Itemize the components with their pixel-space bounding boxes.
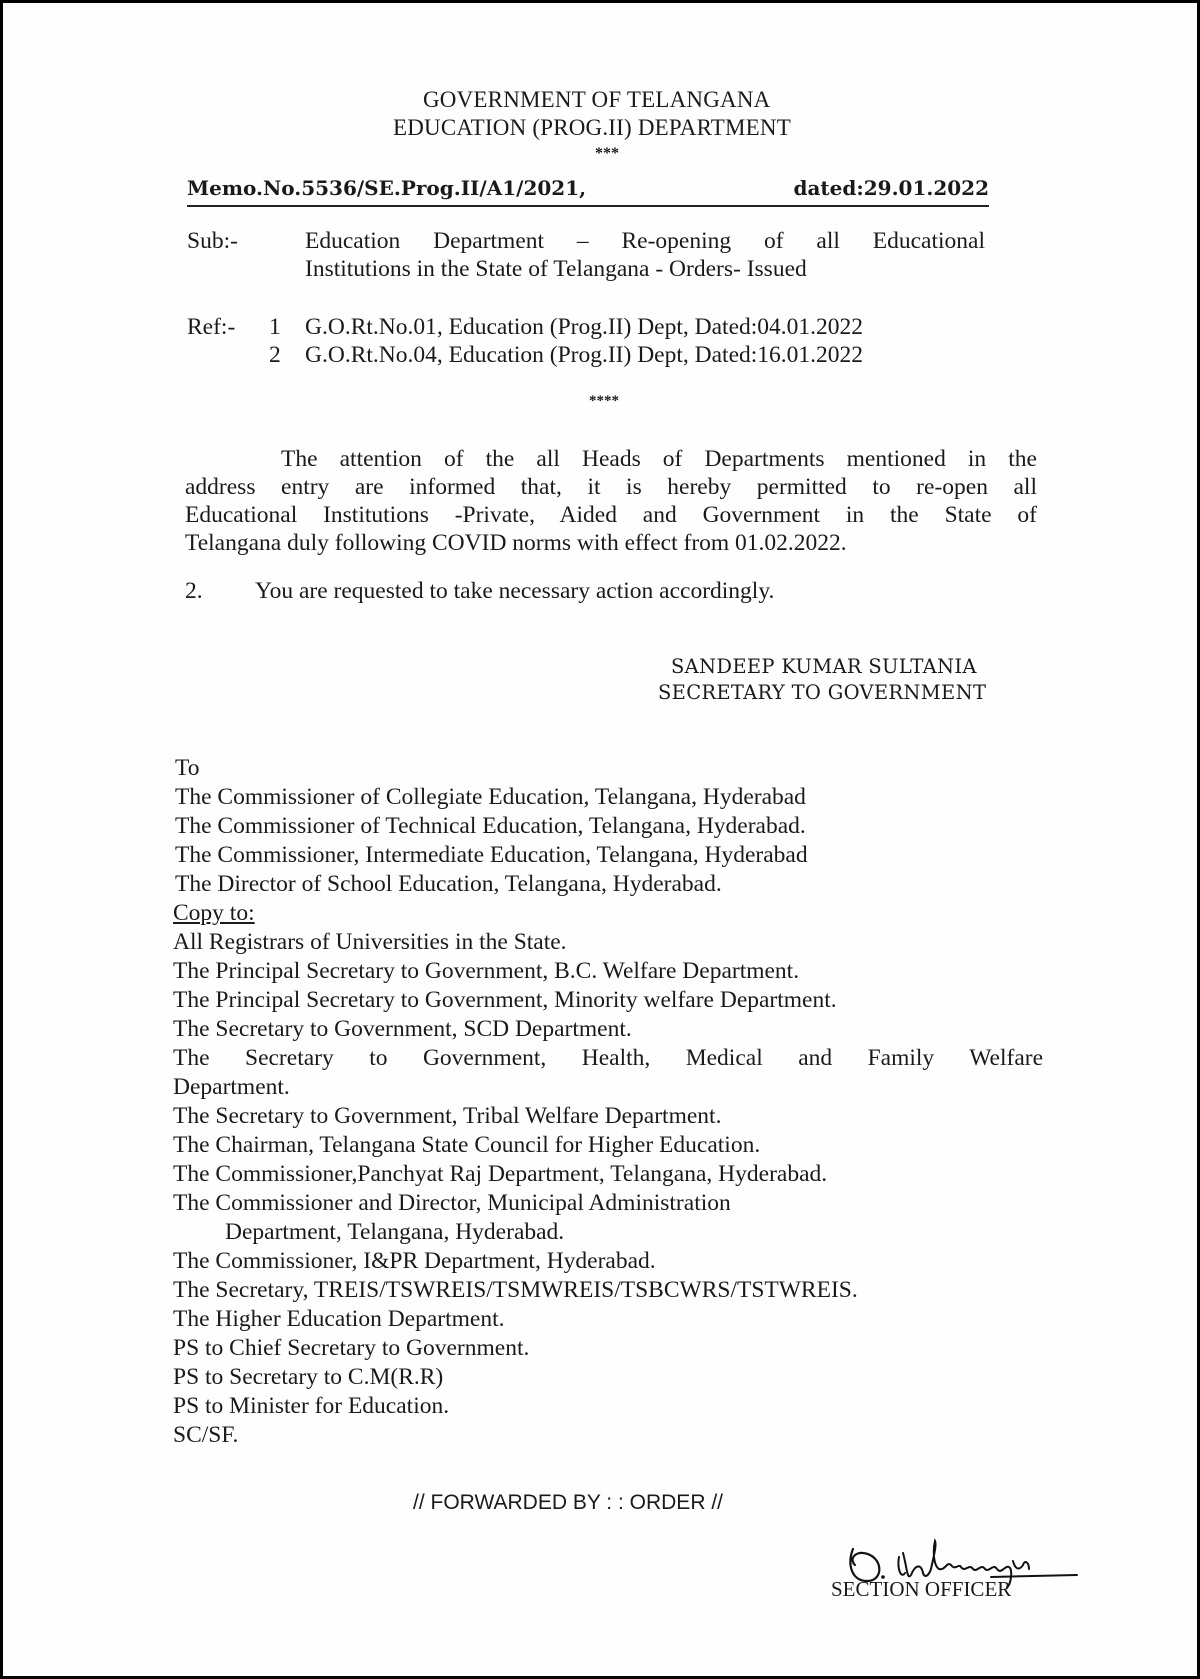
to-recipient: The Director of School Education, Telangana, Hyderabad.	[175, 871, 722, 897]
header-government: GOVERNMENT OF TELANGANA	[423, 87, 771, 112]
copy-to-item: The Secretary, TREIS/TSWREIS/TSMWREIS/TSBCWRS/TSTWREIS.	[173, 1277, 858, 1303]
body-para2-text: You are requested to take necessary action accordingly.	[255, 578, 775, 604]
body-para1-line-4: Telangana duly following COVID norms with effect from 01.02.2022.	[185, 530, 847, 556]
to-label: To	[175, 755, 200, 781]
memo-line	[187, 173, 989, 207]
copy-to-item: PS to Secretary to C.M(R.R)	[173, 1364, 444, 1390]
header-stars: ***	[595, 145, 619, 162]
copy-to-label: Copy to:	[173, 900, 255, 926]
subject-label: Sub:-	[187, 228, 238, 254]
ref-item-2-num: 2	[269, 342, 281, 368]
signatory-title: SECRETARY TO GOVERNMENT	[658, 681, 987, 704]
copy-to-item: The Commissioner,Panchyat Raj Department, Telangana, Hyderabad.	[173, 1161, 828, 1187]
copy-to-item: All Registrars of Universities in the State.	[173, 929, 567, 955]
body-para1-line-1: The attention of the all Heads of Departments mentioned in the	[281, 446, 1037, 472]
ref-item-1-text: G.O.Rt.No.01, Education (Prog.II) Dept, Dated:04.01.2022	[305, 314, 864, 340]
body-para1-line-2: address entry are informed that, it is hereby permitted to re-open all	[185, 474, 1037, 500]
memo-document	[3, 3, 1197, 1676]
to-recipient: The Commissioner, Intermediate Education, Telangana, Hyderabad	[175, 842, 808, 868]
to-recipient: The Commissioner of Technical Education, Telangana, Hyderabad.	[175, 813, 806, 839]
memo-number: Memo.No.5536/SE.Prog.II/A1/2021,	[187, 176, 587, 200]
body-para1-line-3: Educational Institutions -Private, Aided and Government in the State of	[185, 502, 1037, 528]
to-recipient: The Commissioner of Collegiate Education, Telangana, Hyderabad	[175, 784, 806, 810]
copy-to-item: The Secretary to Government, SCD Department.	[173, 1016, 632, 1042]
subject-line-2: Institutions in the State of Telangana - Orders- Issued	[305, 256, 807, 282]
ref-label: Ref:-	[187, 314, 236, 340]
body-para2-num: 2.	[185, 578, 203, 604]
copy-to-item: The Commissioner and Director, Municipal Administration	[173, 1190, 731, 1216]
copy-to-item: The Secretary to Government, Health, Medical and Family Welfare	[173, 1045, 1043, 1071]
copy-to-item: PS to Chief Secretary to Government.	[173, 1335, 530, 1361]
copy-to-item: The Higher Education Department.	[173, 1306, 505, 1332]
ref-item-1-num: 1	[269, 314, 281, 340]
copy-to-item: SC/SF.	[173, 1422, 239, 1448]
copy-to-item: The Secretary to Government, Tribal Welfare Department.	[173, 1103, 722, 1129]
separator-stars: ****	[589, 393, 619, 409]
copy-to-item: The Principal Secretary to Government, Minority welfare Department.	[173, 987, 837, 1013]
copy-to-item: The Principal Secretary to Government, B.C. Welfare Department.	[173, 958, 800, 984]
section-officer-title: SECTION OFFICER	[831, 1577, 1012, 1601]
memo-date: dated:29.01.2022	[793, 176, 989, 200]
copy-to-item-continued: Department, Telangana, Hyderabad.	[225, 1219, 565, 1245]
subject-line-1: Education Department – Re-opening of all Educational	[305, 228, 985, 254]
signatory-name: SANDEEP KUMAR SULTANIA	[671, 655, 977, 678]
copy-to-item: PS to Minister for Education.	[173, 1393, 450, 1419]
header-department: EDUCATION (PROG.II) DEPARTMENT	[393, 115, 791, 140]
ref-item-2-text: G.O.Rt.No.04, Education (Prog.II) Dept, Dated:16.01.2022	[305, 342, 864, 368]
copy-to-item-continued: Department.	[173, 1074, 290, 1100]
copy-to-item: The Commissioner, I&PR Department, Hyderabad.	[173, 1248, 656, 1274]
copy-to-item: The Chairman, Telangana State Council for Higher Education.	[173, 1132, 761, 1158]
forwarded-by-order: // FORWARDED BY : : ORDER //	[413, 1491, 723, 1514]
